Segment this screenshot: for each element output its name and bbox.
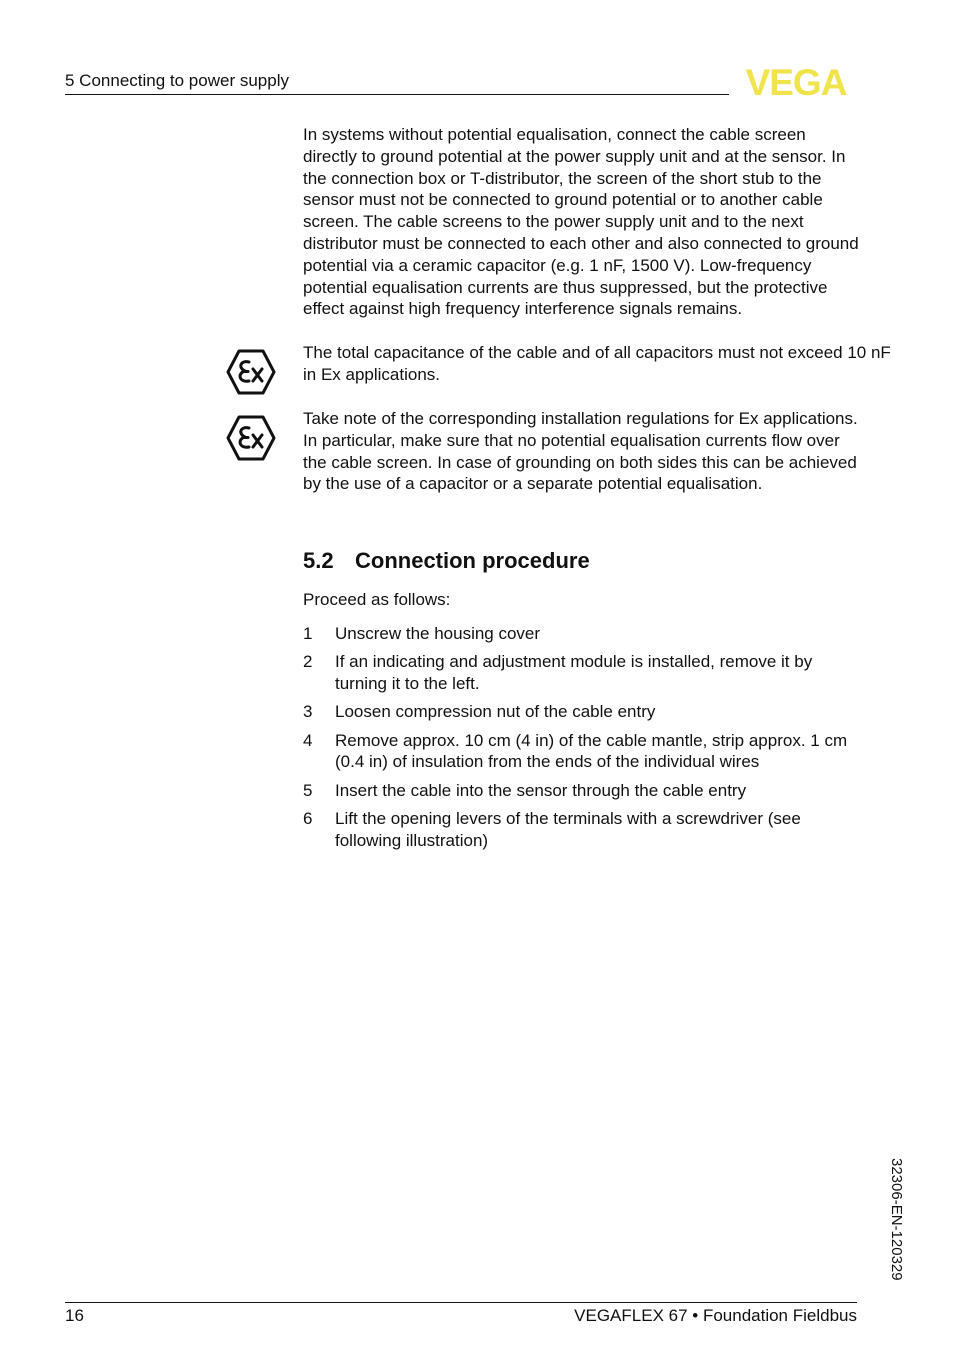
step-number: 6: [303, 809, 313, 829]
step-number: 5: [303, 780, 313, 800]
step-text: Loosen compression nut of the cable entry: [335, 702, 656, 722]
section-number: 5.2: [303, 548, 334, 573]
list-item: [303, 651, 863, 695]
vega-logo: [734, 64, 858, 98]
page-number: 16: [65, 1306, 84, 1325]
ex-note-regulations: Take note of the corresponding installation regulations for Ex applications. In particular, make sure that no potential equalisation currents flow over the cable screen. In case of grounding on both sides this can be achieved by the use of a capacitor or a separate potential equalisation.: [303, 409, 858, 494]
document-id: 32306-EN-120329: [888, 1158, 905, 1281]
footer-divider: [65, 1302, 857, 1303]
list-item: [303, 780, 863, 802]
step-text: If an indicating and adjustment module is installed, remove it by turning it to the left.: [335, 652, 813, 694]
step-number: 4: [303, 730, 313, 750]
list-item: [303, 808, 863, 852]
header-divider: [65, 94, 729, 95]
paragraph-equalisation: In systems without potential equalisation, connect the cable screen directly to ground potential at the power supply unit and at the sensor. In the connection box or T-distributor, the screen of the short stub to the sensor must not be connected to ground potential or to another cable screen. The cable screens to the power supply unit and to the next distributor must be connected to each other and also connected to ground potential via a ceramic capacitor (e.g. 1 nF, 1500 V). Low-frequency potential equalisation currents are thus suppressed, but the protective effect against high frequency interference signals remains.: [303, 125, 859, 319]
list-item: [303, 701, 863, 723]
footer-document-title: VEGAFLEX 67 • Foundation Fieldbus: [574, 1306, 857, 1325]
step-number: 1: [303, 624, 313, 643]
step-text: Remove approx. 10 cm (4 in) of the cable mantle, strip approx. 1 cm (0.4 in) of insulation from the ends of the individual wires: [335, 730, 848, 772]
section-heading: [303, 548, 590, 574]
running-header-title: 5 Connecting to power supply: [65, 71, 289, 90]
step-text: Insert the cable into the sensor through the cable entry: [335, 780, 747, 800]
svg-text:VEGA: VEGA: [745, 64, 847, 98]
step-text: Unscrew the housing cover: [335, 624, 541, 643]
ex-hexagon-icon: [226, 349, 276, 395]
list-item: [303, 730, 863, 774]
step-text: Lift the opening levers of the terminals with a screwdriver (see following illustration): [335, 809, 801, 850]
procedure-steps: [303, 623, 863, 858]
section-title: Connection procedure: [355, 548, 590, 573]
ex-hexagon-icon: [226, 415, 276, 461]
ex-note-capacitance: The total capacitance of the cable and of all capacitors must not exceed 10 nF in Ex applications.: [303, 343, 891, 384]
list-item: [303, 623, 863, 645]
step-number: 3: [303, 702, 313, 722]
section-intro: Proceed as follows:: [303, 590, 451, 609]
step-number: 2: [303, 652, 313, 672]
